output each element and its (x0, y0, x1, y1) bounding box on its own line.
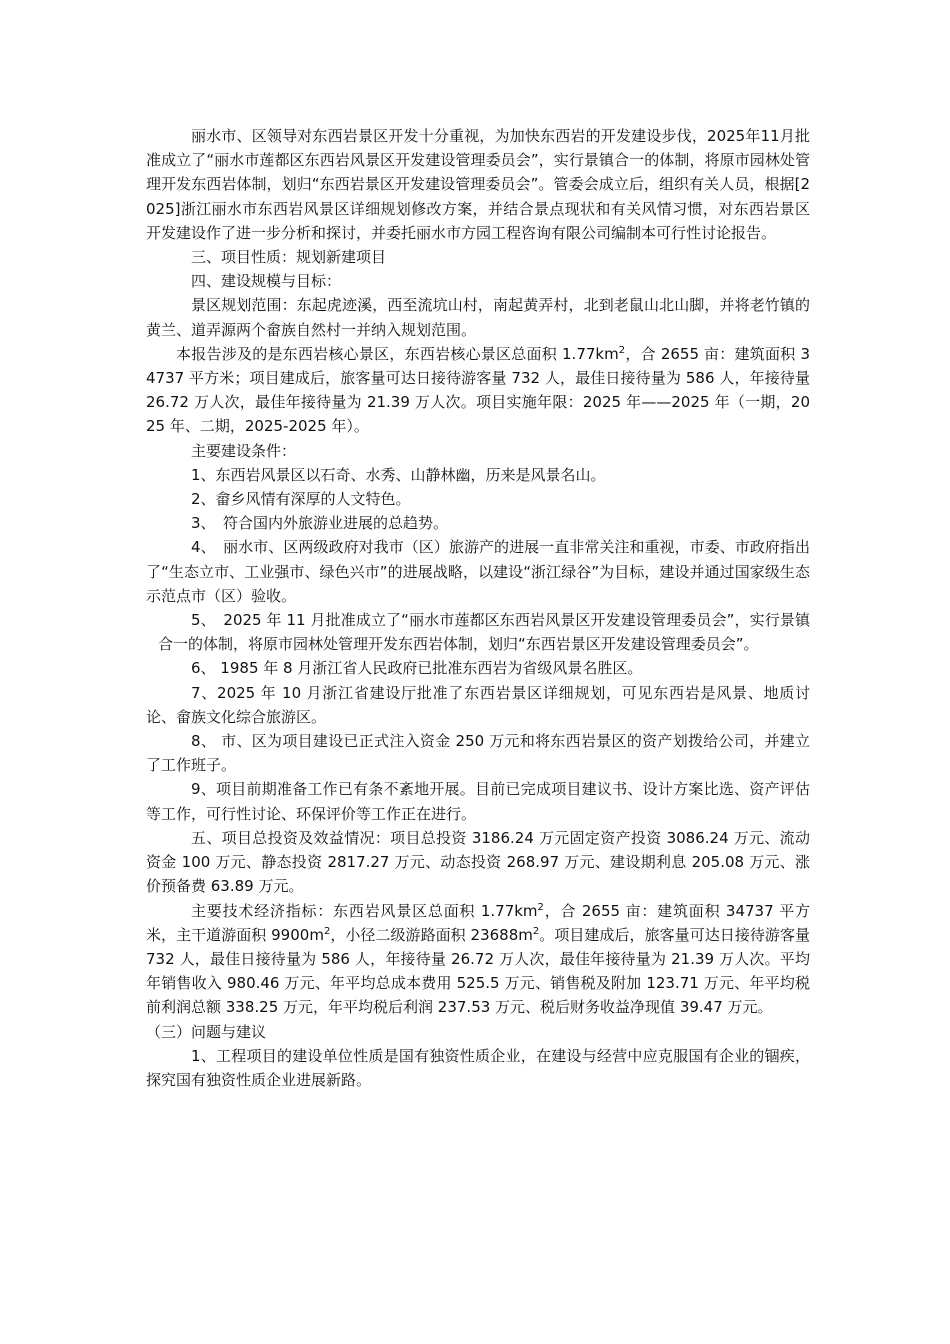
paragraph-technical-indicators (146, 899, 810, 1020)
indicators-text-b: ，合 2655 亩：建筑面积 34737 平方米，主干道游面积 9900m (146, 901, 810, 944)
superscript-2: 2 (618, 344, 626, 356)
list-item-6: 6、 1985 年 8 月浙江省人民政府已批准东西岩为省级风景名胜区。 (191, 659, 643, 678)
heading-scale-goals: 四、建设规模与目标： (191, 272, 342, 291)
heading-project-nature: 三、项目性质：规划新建项目 (191, 248, 387, 267)
list-item-5: 5、 2025 年 11 月批准成立了“丽水市莲都区东西岩风景区开发建设管理委员会”，实行景镇合一的体制，将原市园林处管理开发东西岩体制，划归“东西岩景区开发建设管理委员会”。 (158, 611, 810, 654)
superscript-2: 2 (532, 925, 540, 937)
heading-issues-suggestions: （三）问题与建议 (146, 1022, 267, 1041)
indicators-text-d: 。项目建成后，旅客量可达日接待游客量 732 人，最佳日接待量为 586 人，年接待量 26.72 万人次，最佳年接待量为 21.39 万人次。平均年销售收入 980.46 万元、年平均总成本费用 525.5 万元、销售税及附加 123.71 万元、年平均税前利润总额 338.25 万元，年平均税后利润 237.53 万元、税后财务收益净现值 39.47 万元。 (146, 925, 810, 1017)
paragraph-suggestion-1: 1、工程项目的建设单位性质是国有独资性质企业，在建设与经营中应克服国有企业的锢疾，探究国有独资性质企业进展新路。 (146, 1046, 810, 1089)
core-area-text-b: ，合 2655 亩：建筑面积 34737 平方米；项目建成后，旅客量可达日接待游客量 732 人，最佳日接待量为 586 人，年接待量 26.72 万人次，最佳年接待量为 21.39 万人次。项目实施年限：2025 年——2025 年（一期，2025 年、二期，2025-2025 年）。 (146, 344, 810, 436)
list-item-9: 9、项目前期准备工作已有条不紊地开展。目前已完成项目建议书、设计方案比选、资产评估等工作，可行性讨论、环保评价等工作正在进行。 (146, 780, 810, 823)
superscript-2: 2 (323, 925, 331, 937)
paragraph-planning-scope: 景区规划范围：东起虎迹溪，西至流坑山村，南起黄弄村，北到老鼠山北山脚，并将老竹镇的黄兰、道弄源两个畲族自然村一并纳入规划范围。 (146, 296, 810, 339)
list-item-1: 1、东西岩风景区以石奇、水秀、山静林幽，历来是风景名山。 (191, 465, 606, 484)
paragraph-background: 丽水市、区领导对东西岩景区开发十分重视，为加快东西岩的开发建设步伐，2025年11月批准成立了“丽水市莲都区东西岩风景区开发建设管理委员会”，实行景镇合一的体制，将原市园林处管理开发东西岩体制，划归“东西岩景区开发建设管理委员会”。管委会成立后，组织有关人员，根据[2025]浙江丽水市东西岩风景区详细规划修改方案，并结合景点现状和有关风情习惯，对东西岩景区开发建设作了进一步分析和探讨，并委托丽水市方园工程咨询有限公司编制本可行性讨论报告。 (146, 127, 810, 242)
heading-main-conditions: 主要建设条件： (191, 441, 297, 460)
core-area-text-a: 本报告涉及的是东西岩核心景区，东西岩核心景区总面积 1.77km (176, 344, 619, 363)
superscript-2: 2 (537, 901, 544, 913)
paragraph-total-investment: 五、项目总投资及效益情况：项目总投资 3186.24 万元固定资产投资 3086.24 万元、流动资金 100 万元、静态投资 2817.27 万元、动态投资 268.97 万元、建设期利息 205.08 万元、涨价预备费 63.89 万元。 (146, 828, 810, 896)
indicators-text-c: ，小径二级游路面积 23688m (330, 925, 533, 944)
list-item-7: 7、2025 年 10 月浙江省建设厅批准了东西岩景区详细规划，可见东西岩是风景、地质讨论、畲族文化综合旅游区。 (146, 683, 810, 726)
indicators-text-a: 主要技术经济指标：东西岩风景区总面积 1.77km (191, 901, 538, 920)
paragraph-core-area (146, 342, 810, 439)
list-item-2: 2、畲乡风情有深厚的人文特色。 (191, 490, 411, 509)
list-item-3: 3、 符合国内外旅游业进展的总趋势。 (191, 514, 449, 533)
list-item-8: 8、 市、区为项目建设已正式注入资金 250 万元和将东西岩景区的资产划拨给公司，并建立了工作班子。 (146, 732, 810, 775)
document-body (146, 124, 810, 1092)
list-item-4: 4、 丽水市、区两级政府对我市（区）旅游产的进展一直非常关注和重视，市委、市政府指出了“生态立市、工业强市、绿色兴市”的进展战略，以建设“浙江绿谷”为目标，建设并通过国家级生态示范点市（区）验收。 (146, 538, 810, 605)
